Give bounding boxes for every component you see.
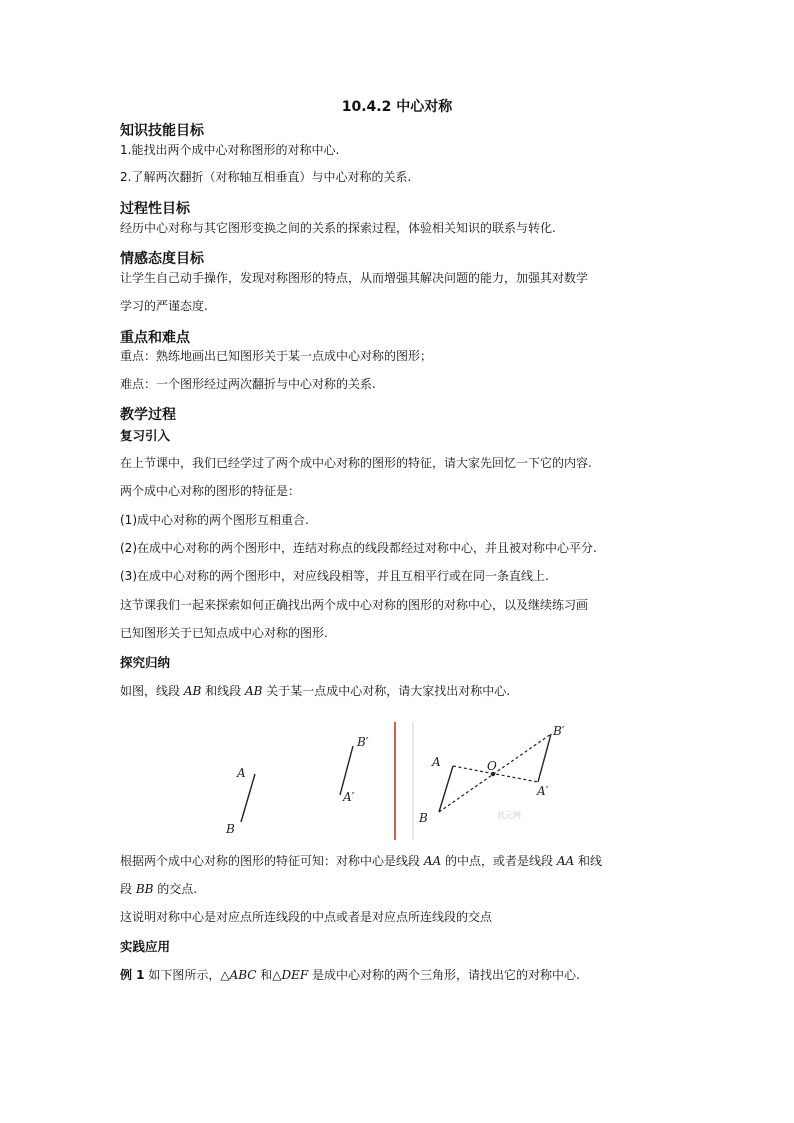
label-a-right: A (432, 755, 441, 769)
review-line-5: (3)在成中心对称的两个图形中，对应线段相等，并且互相平行或在同一条直线上. (120, 569, 549, 583)
review-line-3: (1)成中心对称的两个图形互相重合. (120, 513, 309, 527)
review-line-6: 这节课我们一起来探索如何正确找出两个成中心对称的图形的对称中心，以及继续练习画 (120, 598, 589, 612)
review-line-2: 两个成中心对称的图形的特征是： (120, 484, 301, 498)
label-o: O (487, 759, 497, 773)
explore-heading: 探究归纳 (120, 655, 171, 670)
review-line-4: (2)在成中心对称的两个图形中，连结对称点的线段都经过对称中心，并且被对称中心平分. (120, 541, 597, 555)
conclusion-line-1: 根据两个成中心对称的图形的特征可知：对称中心是线段 AA 的中点，或者是线段 AA 和线 (120, 854, 602, 868)
keypoints-heading: 重点和难点 (120, 330, 190, 346)
example-1: 例 1 如下图所示，△ABC 和△DEF 是成中心对称的两个三角形，请找出它的对称中心. (120, 968, 580, 982)
review-line-1: 在上节课中，我们已经学过了两个成中心对称的图形的特征，请大家先回忆一下它的内容. (120, 456, 592, 470)
label-a-prime-mid: A′ (343, 790, 355, 804)
review-line-7: 已知图形关于已知点成中心对称的图形. (120, 626, 328, 640)
symmetry-figure (215, 718, 585, 843)
segment-a-prime-b-prime (340, 746, 353, 795)
conclusion-line-2: 段 BB 的交点. (120, 882, 198, 896)
label-b-right: B (419, 811, 428, 825)
knowledge-item-1: 1.能找出两个成中心对称图形的对称中心. (120, 143, 340, 157)
emotion-line-2: 学习的严谨态度. (120, 299, 208, 313)
teaching-heading: 教学过程 (120, 407, 176, 423)
segment-ab-right (439, 766, 453, 812)
explore-intro: 如图，线段 AB 和线段 AB 关于某一点成中心对称，请大家找出对称中心. (120, 684, 511, 698)
keypoint-main: 重点：熟练地画出已知图形关于某一点成中心对称的图形； (120, 349, 433, 363)
label-b-left: B (226, 822, 235, 836)
page-title: 10.4.2 中心对称 (341, 99, 453, 115)
conclusion-line-3: 这说明对称中心是对应点所连线段的中点或者是对应点所连线段的交点 (120, 910, 493, 924)
label-a-prime-right: A′ (537, 784, 549, 798)
process-item-1: 经历中心对称与其它图形变换之间的关系的探索过程，体验相关知识的联系与转化. (120, 221, 556, 235)
emotion-line-1: 让学生自己动手操作，发现对称图形的特点，从而增强其解决问题的能力，加强其对数学 (120, 271, 589, 285)
review-heading: 复习引入 (120, 428, 171, 443)
segment-ab (241, 774, 255, 822)
dashed-b-to-b-prime (439, 734, 551, 812)
watermark: 状元网 (497, 811, 521, 820)
label-b-prime-mid: B′ (357, 735, 369, 749)
label-a-left: A (237, 766, 246, 780)
knowledge-item-2: 2.了解两次翻折（对称轴互相垂直）与中心对称的关系. (120, 170, 412, 184)
practice-heading: 实践应用 (120, 939, 171, 954)
label-b-prime-right: B′ (553, 724, 565, 738)
process-heading: 过程性目标 (120, 201, 190, 217)
knowledge-heading: 知识技能目标 (120, 123, 204, 139)
emotion-heading: 情感态度目标 (120, 251, 204, 267)
keypoint-difficult: 难点：一个图形经过两次翻折与中心对称的关系. (120, 377, 376, 391)
